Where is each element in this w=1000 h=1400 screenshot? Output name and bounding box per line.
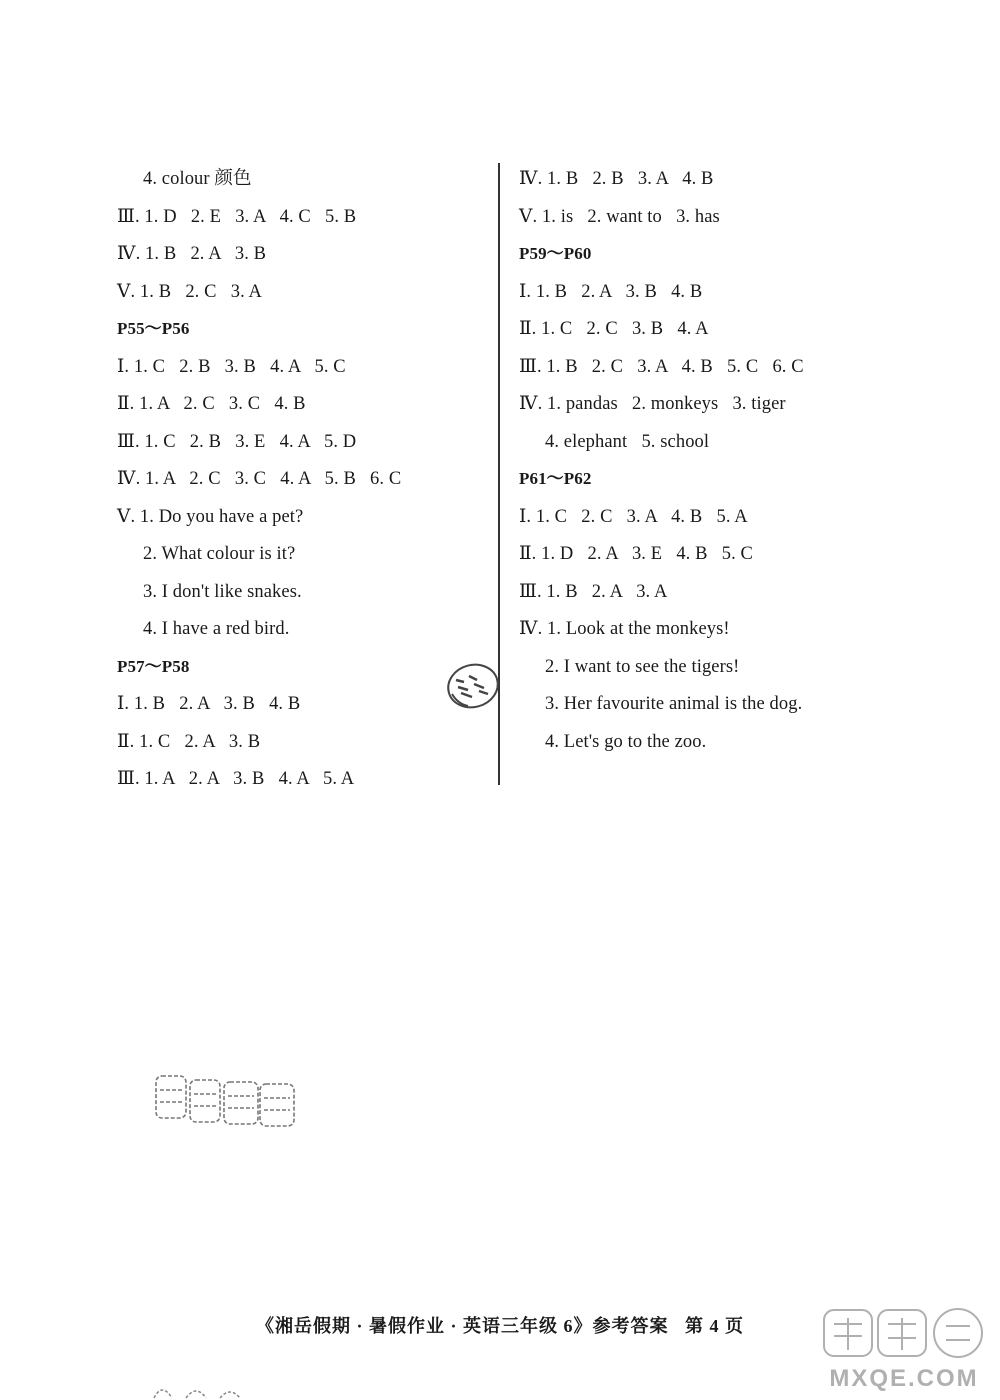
- answer-line: Ⅱ. 1. C 2. A 3. B: [117, 731, 261, 752]
- page-footer: 《湘岳假期 · 暑假作业 · 英语三年级 6》参考答案 第 4 页: [255, 1316, 744, 1336]
- answer-line: Ⅰ. 1. C 2. C 3. A 4. B 5. A: [519, 506, 748, 527]
- answer-line: Ⅴ. 1. is 2. want to 3. has: [519, 206, 720, 227]
- answer-line: Ⅳ. 1. Look at the monkeys!: [519, 619, 730, 639]
- answer-line: Ⅳ. 1. B 2. B 3. A 4. B: [519, 169, 714, 189]
- answer-line: Ⅰ. 1. B 2. A 3. B 4. B: [117, 694, 301, 714]
- answer-line: Ⅱ. 1. D 2. A 3. E 4. B 5. C: [519, 544, 753, 564]
- svg-text:MXQE.COM: MXQE.COM: [829, 1365, 979, 1392]
- answer-line: Ⅳ. 1. B 2. A 3. B: [117, 244, 267, 264]
- section-heading: P55～P56: [117, 319, 190, 338]
- answer-line: Ⅱ. 1. C 2. C 3. B 4. A: [519, 319, 709, 339]
- section-heading: P61～P62: [519, 469, 592, 488]
- stamp-logo-icon: [150, 1070, 300, 1130]
- answer-line: 4. elephant 5. school: [545, 431, 710, 452]
- answer-line: Ⅴ. 1. Do you have a pet?: [117, 506, 304, 527]
- answer-line: Ⅲ. 1. A 2. A 3. B 4. A 5. A: [117, 769, 355, 789]
- section-heading: P57～P58: [117, 656, 190, 676]
- answer-line: 4. Let's go to the zoo.: [545, 731, 707, 752]
- answer-line: Ⅳ. 1. A 2. C 3. C 4. A 5. B 6. C: [117, 469, 402, 489]
- answer-line: Ⅱ. 1. A 2. C 3. C 4. B: [117, 394, 306, 414]
- answer-line: 4. I have a red bird.: [143, 619, 290, 639]
- stamp-fragment-icon: [150, 1378, 260, 1400]
- badge-icon: [444, 660, 502, 712]
- answer-line: 2. I want to see the tigers!: [545, 656, 740, 677]
- answer-line: Ⅲ. 1. C 2. B 3. E 4. A 5. D: [117, 431, 357, 452]
- answer-line: Ⅲ. 1. B 2. C 3. A 4. B 5. C 6. C: [519, 356, 804, 377]
- answer-line: 4. colour 颜色: [143, 169, 252, 189]
- answer-line: 2. What colour is it?: [143, 544, 296, 564]
- answer-line: 3. I don't like snakes.: [143, 581, 302, 602]
- answer-line: Ⅲ. 1. B 2. A 3. A: [519, 581, 668, 602]
- answer-line: Ⅰ. 1. B 2. A 3. B 4. B: [519, 281, 703, 302]
- answer-line: 3. Her favourite animal is the dog.: [545, 694, 803, 714]
- left-column: [117, 164, 492, 802]
- answer-line: Ⅰ. 1. C 2. B 3. B 4. A 5. C: [117, 356, 346, 377]
- answer-line: Ⅴ. 1. B 2. C 3. A: [117, 281, 262, 302]
- section-heading: P59～P60: [519, 244, 592, 263]
- right-column: [519, 164, 979, 764]
- answer-line: Ⅳ. 1. pandas 2. monkeys 3. tiger: [519, 394, 786, 414]
- answer-line: Ⅲ. 1. D 2. E 3. A 4. C 5. B: [117, 206, 357, 227]
